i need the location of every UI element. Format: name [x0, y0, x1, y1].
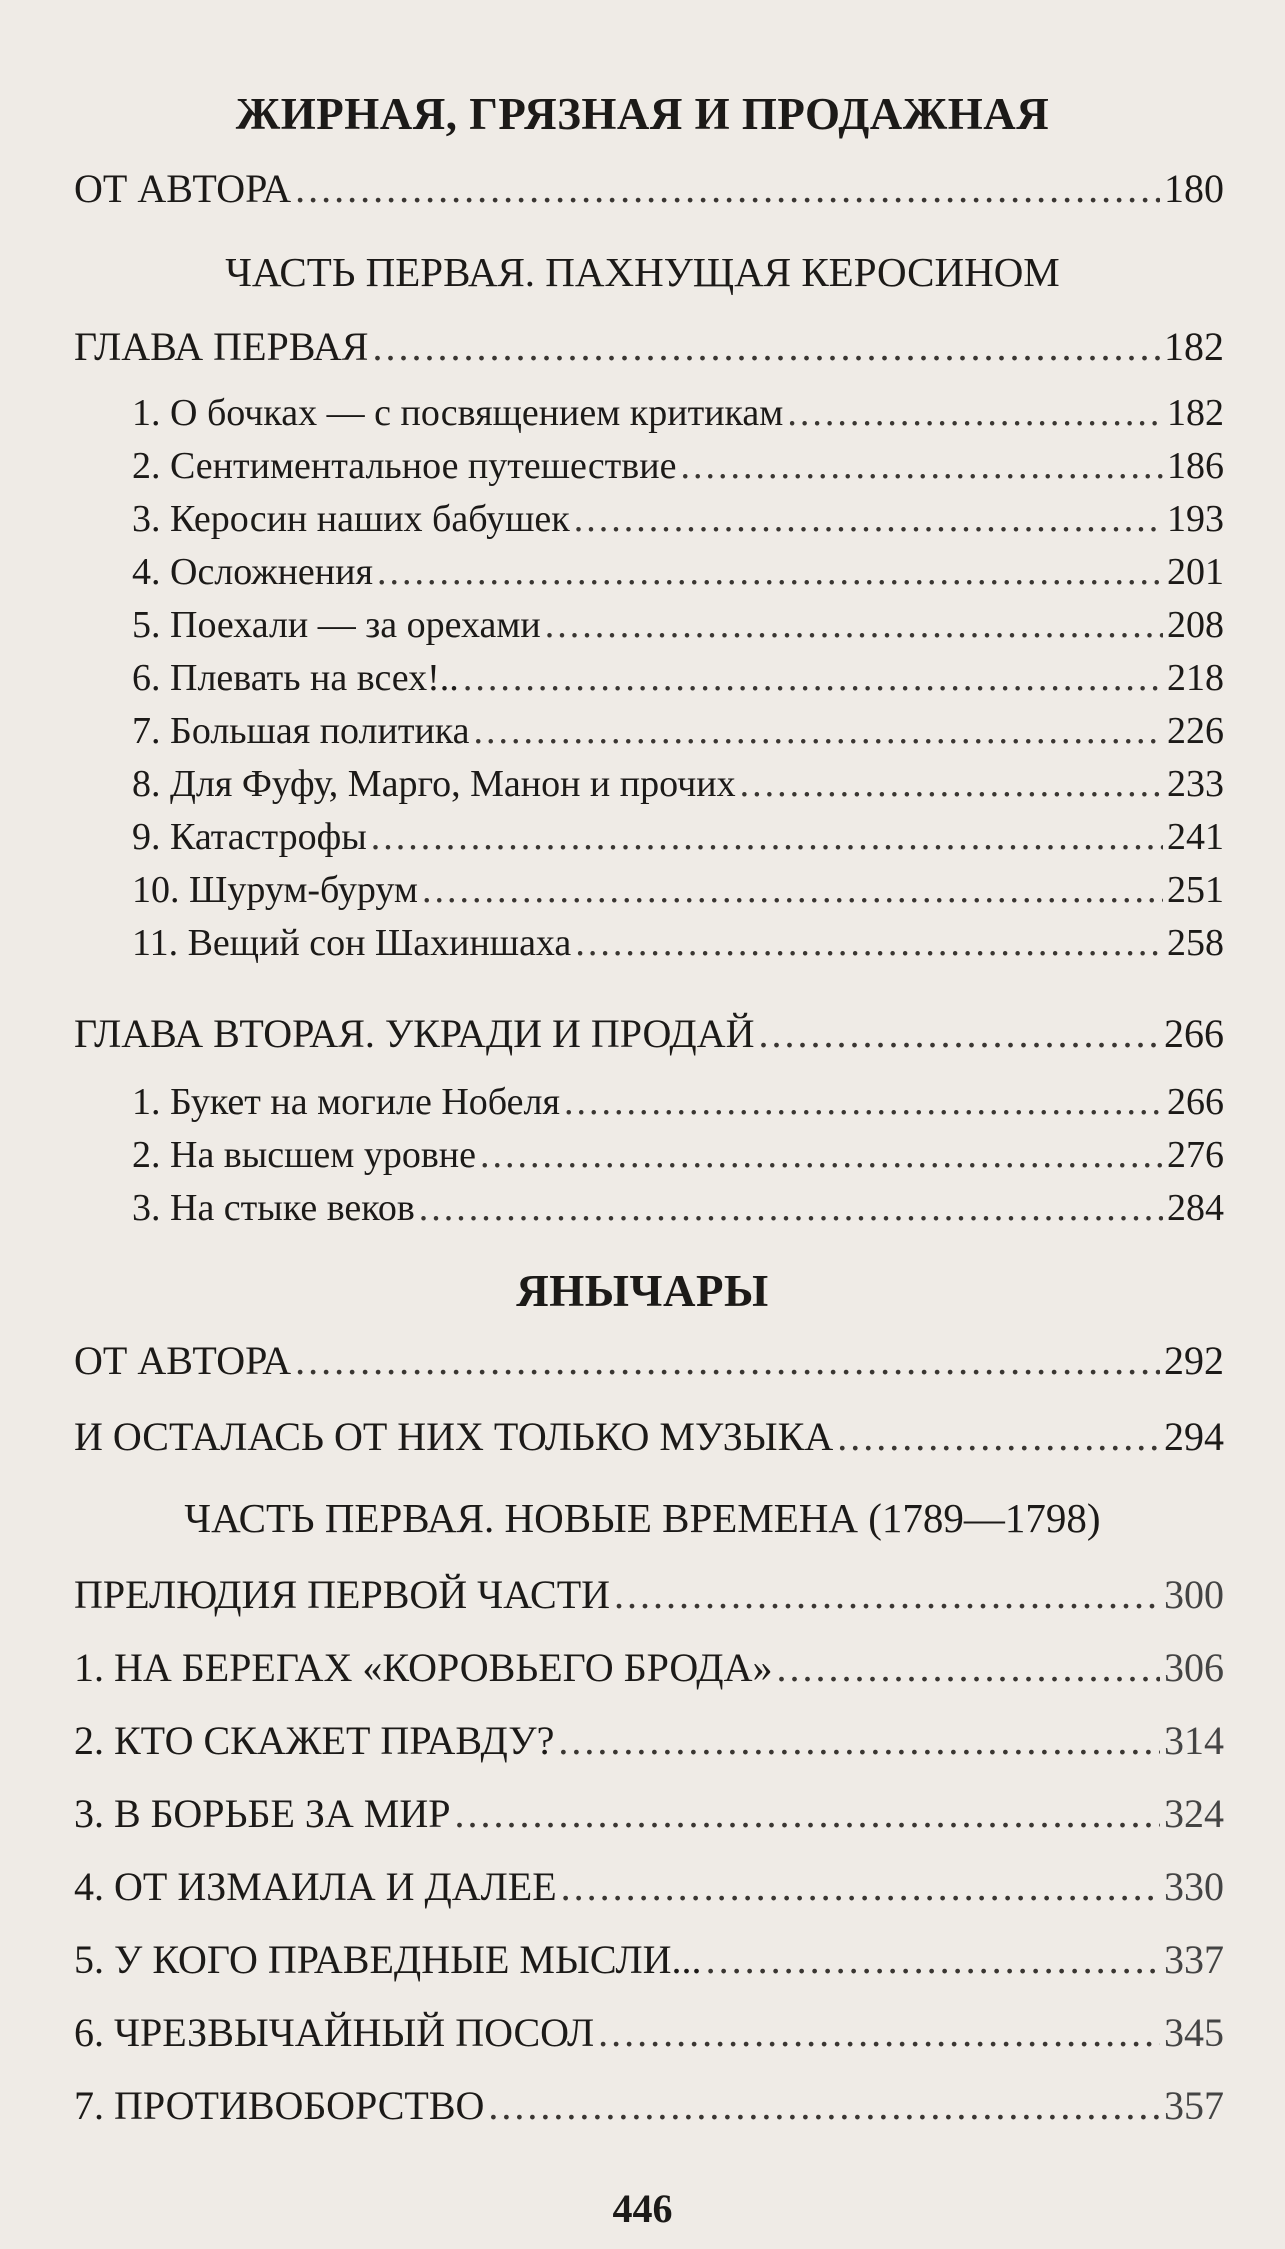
entry-label: 2. На высшем уровне — [132, 1134, 476, 1176]
entry-page: 258 — [1167, 922, 1224, 964]
entry-label: ГЛАВА ВТОРАЯ. УКРАДИ И ПРОДАЙ — [74, 1011, 755, 1056]
entry-label: И ОСТАЛАСЬ ОТ НИХ ТОЛЬКО МУЗЫКА — [74, 1414, 834, 1459]
entry-page: 180 — [1164, 166, 1224, 211]
dot-leader — [575, 921, 1163, 965]
entry-label: 1. Букет на могиле Нобеля — [132, 1081, 560, 1123]
entry-label: 11. Вещий сон Шахиншаха — [132, 922, 572, 964]
dot-leader — [787, 391, 1163, 435]
dot-leader — [706, 1936, 1160, 1983]
dot-leader — [758, 1010, 1160, 1057]
dot-leader — [455, 1790, 1160, 1837]
dot-leader — [377, 550, 1163, 594]
toc-entry — [132, 1186, 1224, 1230]
entry-page: 182 — [1164, 324, 1224, 369]
toc-entry — [74, 1010, 1224, 1057]
toc-entry — [74, 2082, 1224, 2129]
entry-page: 208 — [1167, 604, 1224, 646]
dot-leader — [680, 444, 1163, 488]
entry-page: 266 — [1164, 1011, 1224, 1056]
dot-leader — [295, 1337, 1160, 1384]
toc-entry — [132, 1133, 1224, 1177]
entry-page: 266 — [1167, 1081, 1224, 1123]
dot-leader — [545, 603, 1163, 647]
entry-page: 292 — [1164, 1338, 1224, 1383]
entry-page: 314 — [1164, 1718, 1224, 1763]
toc-entry — [132, 656, 1224, 700]
entry-label: 2. КТО СКАЖЕТ ПРАВДУ? — [74, 1718, 555, 1763]
entry-page: 294 — [1164, 1414, 1224, 1459]
entry-page: 226 — [1167, 710, 1224, 752]
entry-page: 337 — [1164, 1937, 1224, 1982]
dot-leader — [598, 2009, 1160, 2056]
entry-page: 201 — [1167, 551, 1224, 593]
entry-label: 4. Осложнения — [132, 551, 373, 593]
entry-label: 3. Керосин наших бабушек — [132, 498, 570, 540]
dot-leader — [474, 709, 1163, 753]
toc-entry — [74, 2009, 1224, 2056]
toc-entry — [74, 1644, 1224, 1691]
entry-page: 193 — [1167, 498, 1224, 540]
toc-entry — [74, 1863, 1224, 1910]
dot-leader — [574, 497, 1163, 541]
entry-page: 357 — [1164, 2083, 1224, 2128]
entry-page: 251 — [1167, 869, 1224, 911]
entry-page: 182 — [1167, 392, 1224, 434]
page-number: 446 — [612, 2186, 673, 2231]
entry-label: 7. Большая политика — [132, 710, 470, 752]
entry-label: 8. Для Фуфу, Марго, Манон и прочих — [132, 763, 736, 805]
entry-page: 324 — [1164, 1791, 1224, 1836]
toc-entry — [74, 1571, 1224, 1618]
entry-label: 6. ЧРЕЗВЫЧАЙНЫЙ ПОСОЛ — [74, 2010, 595, 2055]
entry-page: 186 — [1167, 445, 1224, 487]
entry-label: ГЛАВА ПЕРВАЯ — [74, 324, 369, 369]
entry-label: 1. НА БЕРЕГАХ «КОРОВЬЕГО БРОДА» — [74, 1645, 773, 1690]
entry-page: 345 — [1164, 2010, 1224, 2055]
book-title: ЯНЫЧАРЫ — [516, 1266, 769, 1316]
entry-label: 5. У КОГО ПРАВЕДНЫЕ МЫСЛИ... — [74, 1937, 702, 1982]
toc-entry — [132, 391, 1224, 435]
dot-leader — [295, 165, 1160, 212]
toc-entry — [74, 1717, 1224, 1764]
entry-label: 10. Шурум-бурум — [132, 869, 418, 911]
toc-entry — [74, 1337, 1224, 1384]
dot-leader — [488, 2082, 1160, 2129]
entry-page: 284 — [1167, 1187, 1224, 1229]
toc-entry — [132, 815, 1224, 859]
entry-page: 241 — [1167, 816, 1224, 858]
toc-entry — [74, 1413, 1224, 1460]
entry-label: 9. Катастрофы — [132, 816, 367, 858]
entry-page: 276 — [1167, 1134, 1224, 1176]
entry-label: ОТ АВТОРА — [74, 1338, 292, 1383]
dot-leader — [463, 656, 1163, 700]
dot-leader — [371, 815, 1163, 859]
entry-label: ПРЕЛЮДИЯ ПЕРВОЙ ЧАСТИ — [74, 1572, 611, 1617]
dot-leader — [837, 1413, 1160, 1460]
dot-leader — [776, 1644, 1160, 1691]
book-title: ЖИРНАЯ, ГРЯЗНАЯ И ПРОДАЖНАЯ — [235, 89, 1050, 139]
entry-label: 6. Плевать на всех!.. — [132, 657, 459, 699]
toc-entry — [132, 762, 1224, 806]
toc-entry — [74, 1936, 1224, 1983]
dot-leader — [740, 762, 1163, 806]
toc-entry — [132, 1080, 1224, 1124]
entry-label: 4. ОТ ИЗМАИЛА И ДАЛЕЕ — [74, 1864, 557, 1909]
entry-page: 330 — [1164, 1864, 1224, 1909]
entry-label: 3. В БОРЬБЕ ЗА МИР — [74, 1791, 451, 1836]
entry-page: 300 — [1164, 1572, 1224, 1617]
dot-leader — [561, 1863, 1160, 1910]
dot-leader — [480, 1133, 1163, 1177]
entry-page: 233 — [1167, 763, 1224, 805]
dot-leader — [564, 1080, 1163, 1124]
part-title: ЧАСТЬ ПЕРВАЯ. ПАХНУЩАЯ КЕРОСИНОМ — [225, 249, 1060, 295]
entry-label: 2. Сентиментальное путешествие — [132, 445, 677, 487]
dot-leader — [372, 323, 1160, 370]
entry-label: 5. Поехали — за орехами — [132, 604, 541, 646]
toc-entry — [74, 323, 1224, 370]
entry-page: 306 — [1164, 1645, 1224, 1690]
dot-leader — [419, 1186, 1163, 1230]
toc-entry — [132, 709, 1224, 753]
toc-entry — [74, 1790, 1224, 1837]
entry-label: 1. О бочках — с посвящением критикам — [132, 392, 784, 434]
toc-entry — [74, 165, 1224, 212]
entry-label: ОТ АВТОРА — [74, 166, 292, 211]
part-title: ЧАСТЬ ПЕРВАЯ. НОВЫЕ ВРЕМЕНА (1789—1798) — [184, 1495, 1101, 1541]
toc-entry — [132, 921, 1224, 965]
dot-leader — [614, 1571, 1160, 1618]
entry-page: 218 — [1167, 657, 1224, 699]
toc-entry — [132, 868, 1224, 912]
toc-entry — [132, 497, 1224, 541]
dot-leader — [558, 1717, 1160, 1764]
dot-leader — [422, 868, 1163, 912]
entry-label: 3. На стыке веков — [132, 1187, 415, 1229]
toc-entry — [132, 603, 1224, 647]
toc-entry — [132, 550, 1224, 594]
toc-entry — [132, 444, 1224, 488]
entry-label: 7. ПРОТИВОБОРСТВО — [74, 2083, 485, 2128]
